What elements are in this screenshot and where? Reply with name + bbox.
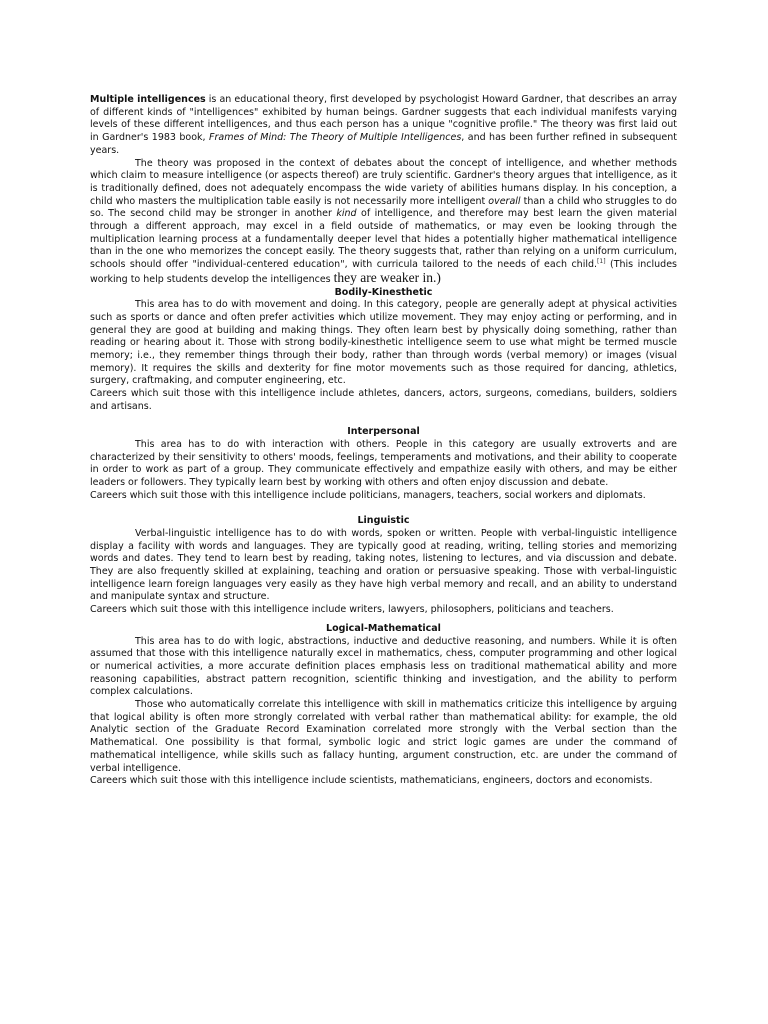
spacer xyxy=(90,414,677,427)
linguistic-careers: Careers which suit those with this intelligence include writers, lawyers, philosophers, politicians and teachers. xyxy=(90,604,614,616)
logical-paragraph: This area has to do with logic, abstractions, inductive and deductive reasoning, and numbers. While it is often assumed that those with this intelligence naturally excel in mathematics, chess, computer programming and other logical or numerical activities, a more accurate definition places emphasis less on traditional mathematical ability and more reasoning capabilities, abstract pattern recognition, scientific thinking and investigation, and the ability to perform complex calculations. xyxy=(90,635,677,698)
heading-logical-mathematical: Logical-Mathematical xyxy=(326,622,441,634)
footnote-ref[interactable]: [1] xyxy=(597,257,606,265)
logical-paragraph-2: Those who automatically correlate this intelligence with skill in mathematics criticize this intelligence by arguing that logical ability is often more strongly correlated with verbal rather than mathematical ability: for example, the old Analytic section of the Graduate Record Examination correlated more strongly with the Verbal section than the Mathematical. One possibility is that formal, symbolic logic and strict logic games are under the command of mathematical intelligence, while skills such as fallacy hunting, argument construction, etc. are under the command of verbal intelligence. xyxy=(90,699,677,774)
heading-interpersonal: Interpersonal xyxy=(347,426,420,438)
book-title: Frames of Mind: The Theory of Multiple Intelligences xyxy=(209,132,462,144)
document-page xyxy=(90,94,677,788)
bodily-paragraph: This area has to do with movement and doing. In this category, people are generally adept at physical activities such as sports or dance and often prefer activities which utilize movement. They may enjoy acting or performing, and in general they are good at building and making things. They often learn best by physically doing something, rather than reading or hearing about it. Those with strong bodily-kinesthetic intelligence seem to use what might be termed muscle memory; i.e., they remember things through their body, rather than through words (verbal memory) or images (visual memory). It requires the skills and dexterity for fine motor movements such as those required for dancing, athletics, surgery, craftmaking, and computer engineering, etc. xyxy=(90,299,677,387)
spacer xyxy=(90,502,677,515)
bodily-careers: Careers which suit those with this intelligence include athletes, dancers, actors, surgeons, comedians, builders, soldiers and artisans. xyxy=(90,388,677,412)
linguistic-paragraph: Verbal-linguistic intelligence has to do with words, spoken or written. People with verbal-linguistic intelligence display a facility with words and languages. They are typically good at reading, writing, telling stories and memorizing words and dates. They tend to learn best by reading, taking notes, listening to lectures, and via discussion and debate. They are also frequently skilled at explaining, teaching and oration or persuasive speaking. Those with verbal-linguistic intelligence learn foreign languages very easily as they have high verbal memory and recall, and an ability to understand and manipulate syntax and structure. xyxy=(90,527,677,603)
term-bold: Multiple intelligences xyxy=(90,94,206,105)
intro-paragraph: Multiple intelligences is an educational theory, first developed by psychologist Howard Gardner, that describes an array of different kinds of "intelligences" exhibited by human beings. Gardner suggests that each individual manifests varying levels of these different intelligences, and thus each person has a unique "cognitive profile." The theory was first laid out in Gardner's 1983 book, Frames of Mind: The Theory of Multiple Intelligences, and has been further refined in subsequent years. xyxy=(90,94,677,156)
interpersonal-paragraph: This area has to do with interaction with others. People in this category are usually extroverts and are characterized by their sensitivity to others' moods, feelings, temperaments and motivations, and their ability to cooperate in order to work as part of a group. They communicate effectively and empathize easily with others, and may be either leaders or followers. They typically learn best by working with others and often enjoy discussion and debate. xyxy=(90,438,677,489)
interpersonal-careers: Careers which suit those with this intelligence include politicians, managers, teachers, social workers and diplomats. xyxy=(90,489,646,501)
heading-bodily-kinesthetic: Bodily-Kinesthetic xyxy=(334,286,433,298)
serif-tail: they are weaker in.) xyxy=(333,269,441,285)
logical-careers: Careers which suit those with this intelligence include scientists, mathematicians, engineers, doctors and economists. xyxy=(90,775,653,787)
context-paragraph: The theory was proposed in the context of debates about the concept of intelligence, and whether methods which claim to measure intelligence (or aspects thereof) are truly scientific. Gardner's theory argues that intelligence, as it is traditionally defined, does not adequately encompass the wide variety of abilities humans display. In his conception, a child who masters the multiplication table easily is not necessarily more intelligent overall than a child who struggles to do so. The second child may be stronger in another kind of intelligence, and therefore may best learn the given material through a different approach, may excel in a field outside of mathematics, or may even be looking through the multiplication learning process at a fundamentally deeper level that hides a potentially higher mathematical intelligence than in the one who memorizes the concept easily. The theory suggests that, rather than relying on a uniform curriculum, schools should offer "individual-centered education", with curricula tailored to the needs of each child.[1] (This includes working to help students develop the intelligences they are weaker in.) xyxy=(90,157,678,285)
heading-linguistic: Linguistic xyxy=(357,515,410,527)
